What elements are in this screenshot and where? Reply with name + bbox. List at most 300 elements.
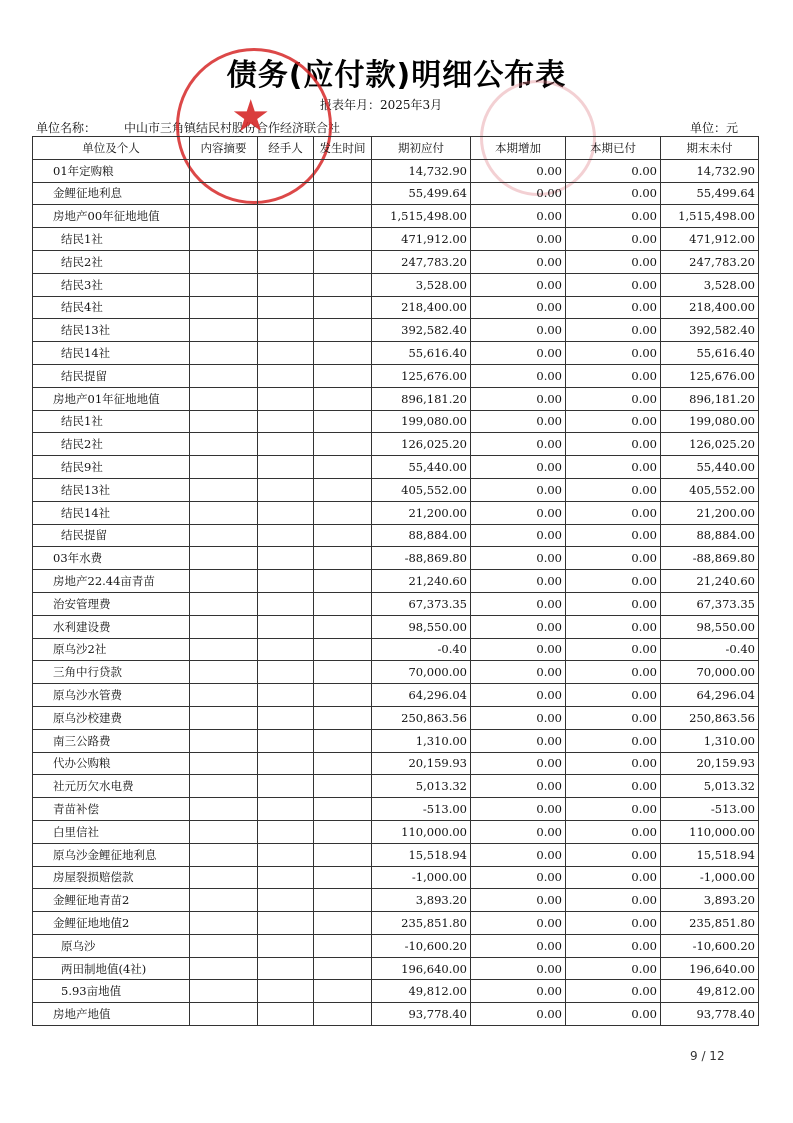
increase-cell: 0.00	[471, 1003, 566, 1026]
opening-balance-cell: 70,000.00	[372, 661, 471, 684]
paid-cell: 0.00	[566, 820, 661, 843]
handler-cell	[258, 729, 314, 752]
date-cell	[314, 410, 372, 433]
table-header-row	[33, 137, 759, 160]
summary-cell	[190, 433, 258, 456]
account-name-cell: 原乌沙金鲤征地利息	[33, 843, 190, 866]
increase-cell: 0.00	[471, 592, 566, 615]
date-cell	[314, 684, 372, 707]
date-cell	[314, 387, 372, 410]
account-name-cell: 结民1社	[33, 228, 190, 251]
date-cell	[314, 980, 372, 1003]
account-name-cell: 原乌沙水管费	[33, 684, 190, 707]
increase-cell: 0.00	[471, 706, 566, 729]
handler-cell	[258, 524, 314, 547]
opening-balance-cell: 98,550.00	[372, 615, 471, 638]
account-name-cell: 三角中行贷款	[33, 661, 190, 684]
table-row	[33, 775, 759, 798]
handler-cell	[258, 615, 314, 638]
paid-cell: 0.00	[566, 752, 661, 775]
summary-cell	[190, 547, 258, 570]
table-row	[33, 752, 759, 775]
table-row	[33, 159, 759, 182]
table-row	[33, 684, 759, 707]
column-header: 发生时间	[314, 137, 372, 160]
handler-cell	[258, 912, 314, 935]
date-cell	[314, 798, 372, 821]
table-row	[33, 866, 759, 889]
opening-balance-cell: 5,013.32	[372, 775, 471, 798]
account-name-cell: 结民提留	[33, 364, 190, 387]
handler-cell	[258, 478, 314, 501]
account-name-cell: 原乌沙2社	[33, 638, 190, 661]
closing-balance-cell: 55,499.64	[661, 182, 759, 205]
opening-balance-cell: 247,783.20	[372, 250, 471, 273]
increase-cell: 0.00	[471, 547, 566, 570]
date-cell	[314, 182, 372, 205]
table-row	[33, 1003, 759, 1026]
closing-balance-cell: 20,159.93	[661, 752, 759, 775]
summary-cell	[190, 843, 258, 866]
table-row	[33, 410, 759, 433]
table-row	[33, 319, 759, 342]
paid-cell: 0.00	[566, 182, 661, 205]
closing-balance-cell: 14,732.90	[661, 159, 759, 182]
opening-balance-cell: 471,912.00	[372, 228, 471, 251]
date-cell	[314, 866, 372, 889]
handler-cell	[258, 410, 314, 433]
opening-balance-cell: 126,025.20	[372, 433, 471, 456]
opening-balance-cell: 218,400.00	[372, 296, 471, 319]
summary-cell	[190, 661, 258, 684]
account-name-cell: 社元历欠水电费	[33, 775, 190, 798]
table-row	[33, 912, 759, 935]
date-cell	[314, 820, 372, 843]
account-name-cell: 原乌沙校建费	[33, 706, 190, 729]
table-row	[33, 182, 759, 205]
closing-balance-cell: 3,893.20	[661, 889, 759, 912]
opening-balance-cell: 199,080.00	[372, 410, 471, 433]
opening-balance-cell: 21,200.00	[372, 501, 471, 524]
increase-cell: 0.00	[471, 319, 566, 342]
opening-balance-cell: 20,159.93	[372, 752, 471, 775]
paid-cell: 0.00	[566, 205, 661, 228]
document-title: 债务(应付款)明细公布表	[226, 58, 567, 93]
closing-balance-cell: 21,200.00	[661, 501, 759, 524]
summary-cell	[190, 638, 258, 661]
table-row	[33, 547, 759, 570]
date-cell	[314, 296, 372, 319]
paid-cell: 0.00	[566, 296, 661, 319]
paid-cell: 0.00	[566, 456, 661, 479]
closing-balance-cell: -10,600.20	[661, 934, 759, 957]
increase-cell: 0.00	[471, 182, 566, 205]
closing-balance-cell: -0.40	[661, 638, 759, 661]
summary-cell	[190, 706, 258, 729]
opening-balance-cell: 896,181.20	[372, 387, 471, 410]
summary-cell	[190, 524, 258, 547]
paid-cell: 0.00	[566, 159, 661, 182]
paid-cell: 0.00	[566, 273, 661, 296]
paid-cell: 0.00	[566, 957, 661, 980]
closing-balance-cell: 199,080.00	[661, 410, 759, 433]
paid-cell: 0.00	[566, 1003, 661, 1026]
closing-balance-cell: 93,778.40	[661, 1003, 759, 1026]
account-name-cell: 房地产地值	[33, 1003, 190, 1026]
opening-balance-cell: -513.00	[372, 798, 471, 821]
account-name-cell: 结民14社	[33, 501, 190, 524]
handler-cell	[258, 957, 314, 980]
page-number: 9 / 12	[690, 1049, 725, 1063]
handler-cell	[258, 980, 314, 1003]
account-name-cell: 结民3社	[33, 273, 190, 296]
table-row	[33, 729, 759, 752]
closing-balance-cell: -1,000.00	[661, 866, 759, 889]
date-cell	[314, 433, 372, 456]
paid-cell: 0.00	[566, 912, 661, 935]
increase-cell: 0.00	[471, 342, 566, 365]
opening-balance-cell: 392,582.40	[372, 319, 471, 342]
date-cell	[314, 319, 372, 342]
handler-cell	[258, 889, 314, 912]
opening-balance-cell: 1,515,498.00	[372, 205, 471, 228]
account-name-cell: 房地产22.44亩青苗	[33, 570, 190, 593]
table-row	[33, 843, 759, 866]
handler-cell	[258, 319, 314, 342]
date-cell	[314, 342, 372, 365]
paid-cell: 0.00	[566, 410, 661, 433]
paid-cell: 0.00	[566, 547, 661, 570]
paid-cell: 0.00	[566, 934, 661, 957]
summary-cell	[190, 775, 258, 798]
date-cell	[314, 547, 372, 570]
date-cell	[314, 729, 372, 752]
increase-cell: 0.00	[471, 798, 566, 821]
account-name-cell: 01年定购粮	[33, 159, 190, 182]
date-cell	[314, 843, 372, 866]
date-cell	[314, 615, 372, 638]
summary-cell	[190, 752, 258, 775]
column-header: 内容摘要	[190, 137, 258, 160]
account-name-cell: 结民2社	[33, 250, 190, 273]
date-cell	[314, 775, 372, 798]
date-cell	[314, 570, 372, 593]
column-header: 经手人	[258, 137, 314, 160]
opening-balance-cell: 3,893.20	[372, 889, 471, 912]
increase-cell: 0.00	[471, 387, 566, 410]
unit-name-label: 单位名称：	[36, 121, 97, 135]
closing-balance-cell: 405,552.00	[661, 478, 759, 501]
account-name-cell: 金鲤征地利息	[33, 182, 190, 205]
account-name-cell: 结民9社	[33, 456, 190, 479]
table-row	[33, 980, 759, 1003]
account-name-cell: 白里信社	[33, 820, 190, 843]
summary-cell	[190, 273, 258, 296]
summary-cell	[190, 182, 258, 205]
payables-table	[32, 136, 759, 1026]
closing-balance-cell: 21,240.60	[661, 570, 759, 593]
account-name-cell: 原乌沙	[33, 934, 190, 957]
opening-balance-cell: 49,812.00	[372, 980, 471, 1003]
closing-balance-cell: 247,783.20	[661, 250, 759, 273]
increase-cell: 0.00	[471, 250, 566, 273]
summary-cell	[190, 684, 258, 707]
closing-balance-cell: 88,884.00	[661, 524, 759, 547]
increase-cell: 0.00	[471, 912, 566, 935]
account-name-cell: 结民14社	[33, 342, 190, 365]
summary-cell	[190, 387, 258, 410]
summary-cell	[190, 615, 258, 638]
increase-cell: 0.00	[471, 524, 566, 547]
handler-cell	[258, 547, 314, 570]
date-cell	[314, 706, 372, 729]
table-row	[33, 934, 759, 957]
closing-balance-cell: 15,518.94	[661, 843, 759, 866]
summary-cell	[190, 228, 258, 251]
opening-balance-cell: 64,296.04	[372, 684, 471, 707]
account-name-cell: 两田制地值(4社)	[33, 957, 190, 980]
closing-balance-cell: 125,676.00	[661, 364, 759, 387]
increase-cell: 0.00	[471, 820, 566, 843]
handler-cell	[258, 228, 314, 251]
handler-cell	[258, 273, 314, 296]
account-name-cell: 结民13社	[33, 319, 190, 342]
increase-cell: 0.00	[471, 934, 566, 957]
paid-cell: 0.00	[566, 228, 661, 251]
handler-cell	[258, 706, 314, 729]
increase-cell: 0.00	[471, 478, 566, 501]
table-row	[33, 957, 759, 980]
date-cell	[314, 1003, 372, 1026]
paid-cell: 0.00	[566, 524, 661, 547]
summary-cell	[190, 820, 258, 843]
handler-cell	[258, 250, 314, 273]
account-name-cell: 房地产01年征地地值	[33, 387, 190, 410]
closing-balance-cell: 1,310.00	[661, 729, 759, 752]
table-row	[33, 387, 759, 410]
handler-cell	[258, 387, 314, 410]
table-row	[33, 228, 759, 251]
opening-balance-cell: -0.40	[372, 638, 471, 661]
closing-balance-cell: 67,373.35	[661, 592, 759, 615]
increase-cell: 0.00	[471, 889, 566, 912]
opening-balance-cell: 125,676.00	[372, 364, 471, 387]
opening-balance-cell: 405,552.00	[372, 478, 471, 501]
opening-balance-cell: 250,863.56	[372, 706, 471, 729]
paid-cell: 0.00	[566, 433, 661, 456]
date-cell	[314, 478, 372, 501]
summary-cell	[190, 364, 258, 387]
increase-cell: 0.00	[471, 638, 566, 661]
opening-balance-cell: 55,616.40	[372, 342, 471, 365]
paid-cell: 0.00	[566, 387, 661, 410]
date-cell	[314, 364, 372, 387]
opening-balance-cell: 67,373.35	[372, 592, 471, 615]
table-row	[33, 638, 759, 661]
account-name-cell: 治安管理费	[33, 592, 190, 615]
date-cell	[314, 159, 372, 182]
table-row	[33, 501, 759, 524]
summary-cell	[190, 729, 258, 752]
currency-unit: 单位：元	[690, 121, 739, 135]
paid-cell: 0.00	[566, 729, 661, 752]
handler-cell	[258, 684, 314, 707]
summary-cell	[190, 798, 258, 821]
paid-cell: 0.00	[566, 684, 661, 707]
increase-cell: 0.00	[471, 205, 566, 228]
table-row	[33, 273, 759, 296]
summary-cell	[190, 205, 258, 228]
opening-balance-cell: 1,310.00	[372, 729, 471, 752]
paid-cell: 0.00	[566, 592, 661, 615]
paid-cell: 0.00	[566, 250, 661, 273]
date-cell	[314, 250, 372, 273]
account-name-cell: 03年水费	[33, 547, 190, 570]
account-name-cell: 房屋裂损赔偿款	[33, 866, 190, 889]
column-header: 单位及个人	[33, 137, 190, 160]
table-row	[33, 456, 759, 479]
paid-cell: 0.00	[566, 364, 661, 387]
paid-cell: 0.00	[566, 342, 661, 365]
column-header: 期末未付	[661, 137, 759, 160]
paid-cell: 0.00	[566, 866, 661, 889]
increase-cell: 0.00	[471, 775, 566, 798]
handler-cell	[258, 1003, 314, 1026]
summary-cell	[190, 592, 258, 615]
paid-cell: 0.00	[566, 638, 661, 661]
closing-balance-cell: 5,013.32	[661, 775, 759, 798]
account-name-cell: 5.93亩地值	[33, 980, 190, 1003]
paid-cell: 0.00	[566, 615, 661, 638]
account-name-cell: 金鲤征地地值2	[33, 912, 190, 935]
date-cell	[314, 912, 372, 935]
closing-balance-cell: 126,025.20	[661, 433, 759, 456]
opening-balance-cell: 3,528.00	[372, 273, 471, 296]
table-row	[33, 342, 759, 365]
handler-cell	[258, 182, 314, 205]
column-header: 本期已付	[566, 137, 661, 160]
table-row	[33, 820, 759, 843]
paid-cell: 0.00	[566, 889, 661, 912]
report-period: 报表年月：2025年3月	[320, 98, 443, 112]
opening-balance-cell: 110,000.00	[372, 820, 471, 843]
closing-balance-cell: 110,000.00	[661, 820, 759, 843]
table-row	[33, 661, 759, 684]
handler-cell	[258, 159, 314, 182]
account-name-cell: 房地产00年征地地值	[33, 205, 190, 228]
summary-cell	[190, 980, 258, 1003]
increase-cell: 0.00	[471, 729, 566, 752]
increase-cell: 0.00	[471, 570, 566, 593]
opening-balance-cell: -1,000.00	[372, 866, 471, 889]
summary-cell	[190, 501, 258, 524]
handler-cell	[258, 364, 314, 387]
account-name-cell: 结民提留	[33, 524, 190, 547]
increase-cell: 0.00	[471, 410, 566, 433]
opening-balance-cell: 55,440.00	[372, 456, 471, 479]
increase-cell: 0.00	[471, 273, 566, 296]
table-row	[33, 296, 759, 319]
official-seal: ★	[176, 48, 332, 204]
handler-cell	[258, 866, 314, 889]
paid-cell: 0.00	[566, 706, 661, 729]
closing-balance-cell: 896,181.20	[661, 387, 759, 410]
paid-cell: 0.00	[566, 798, 661, 821]
increase-cell: 0.00	[471, 843, 566, 866]
account-name-cell: 金鲤征地青苗2	[33, 889, 190, 912]
table-row	[33, 889, 759, 912]
handler-cell	[258, 775, 314, 798]
handler-cell	[258, 592, 314, 615]
increase-cell: 0.00	[471, 296, 566, 319]
date-cell	[314, 273, 372, 296]
handler-cell	[258, 433, 314, 456]
increase-cell: 0.00	[471, 661, 566, 684]
table-row	[33, 592, 759, 615]
date-cell	[314, 752, 372, 775]
paid-cell: 0.00	[566, 843, 661, 866]
date-cell	[314, 889, 372, 912]
closing-balance-cell: 1,515,498.00	[661, 205, 759, 228]
account-name-cell: 水利建设费	[33, 615, 190, 638]
date-cell	[314, 524, 372, 547]
paid-cell: 0.00	[566, 980, 661, 1003]
account-name-cell: 青苗补偿	[33, 798, 190, 821]
date-cell	[314, 592, 372, 615]
handler-cell	[258, 661, 314, 684]
date-cell	[314, 957, 372, 980]
handler-cell	[258, 843, 314, 866]
opening-balance-cell: 15,518.94	[372, 843, 471, 866]
closing-balance-cell: 3,528.00	[661, 273, 759, 296]
handler-cell	[258, 638, 314, 661]
table-row	[33, 570, 759, 593]
date-cell	[314, 934, 372, 957]
account-name-cell: 结民4社	[33, 296, 190, 319]
handler-cell	[258, 752, 314, 775]
summary-cell	[190, 296, 258, 319]
paid-cell: 0.00	[566, 775, 661, 798]
opening-balance-cell: -10,600.20	[372, 934, 471, 957]
date-cell	[314, 228, 372, 251]
date-cell	[314, 501, 372, 524]
increase-cell: 0.00	[471, 433, 566, 456]
table-row	[33, 615, 759, 638]
closing-balance-cell: 64,296.04	[661, 684, 759, 707]
account-name-cell: 代办公购粮	[33, 752, 190, 775]
summary-cell	[190, 456, 258, 479]
increase-cell: 0.00	[471, 456, 566, 479]
closing-balance-cell: 196,640.00	[661, 957, 759, 980]
date-cell	[314, 205, 372, 228]
increase-cell: 0.00	[471, 752, 566, 775]
table-row	[33, 250, 759, 273]
closing-balance-cell: 235,851.80	[661, 912, 759, 935]
opening-balance-cell: 196,640.00	[372, 957, 471, 980]
date-cell	[314, 638, 372, 661]
summary-cell	[190, 478, 258, 501]
table-row	[33, 706, 759, 729]
increase-cell: 0.00	[471, 159, 566, 182]
increase-cell: 0.00	[471, 228, 566, 251]
date-cell	[314, 456, 372, 479]
column-header: 本期增加	[471, 137, 566, 160]
increase-cell: 0.00	[471, 684, 566, 707]
handler-cell	[258, 934, 314, 957]
closing-balance-cell: 49,812.00	[661, 980, 759, 1003]
table-row	[33, 478, 759, 501]
opening-balance-cell: 14,732.90	[372, 159, 471, 182]
